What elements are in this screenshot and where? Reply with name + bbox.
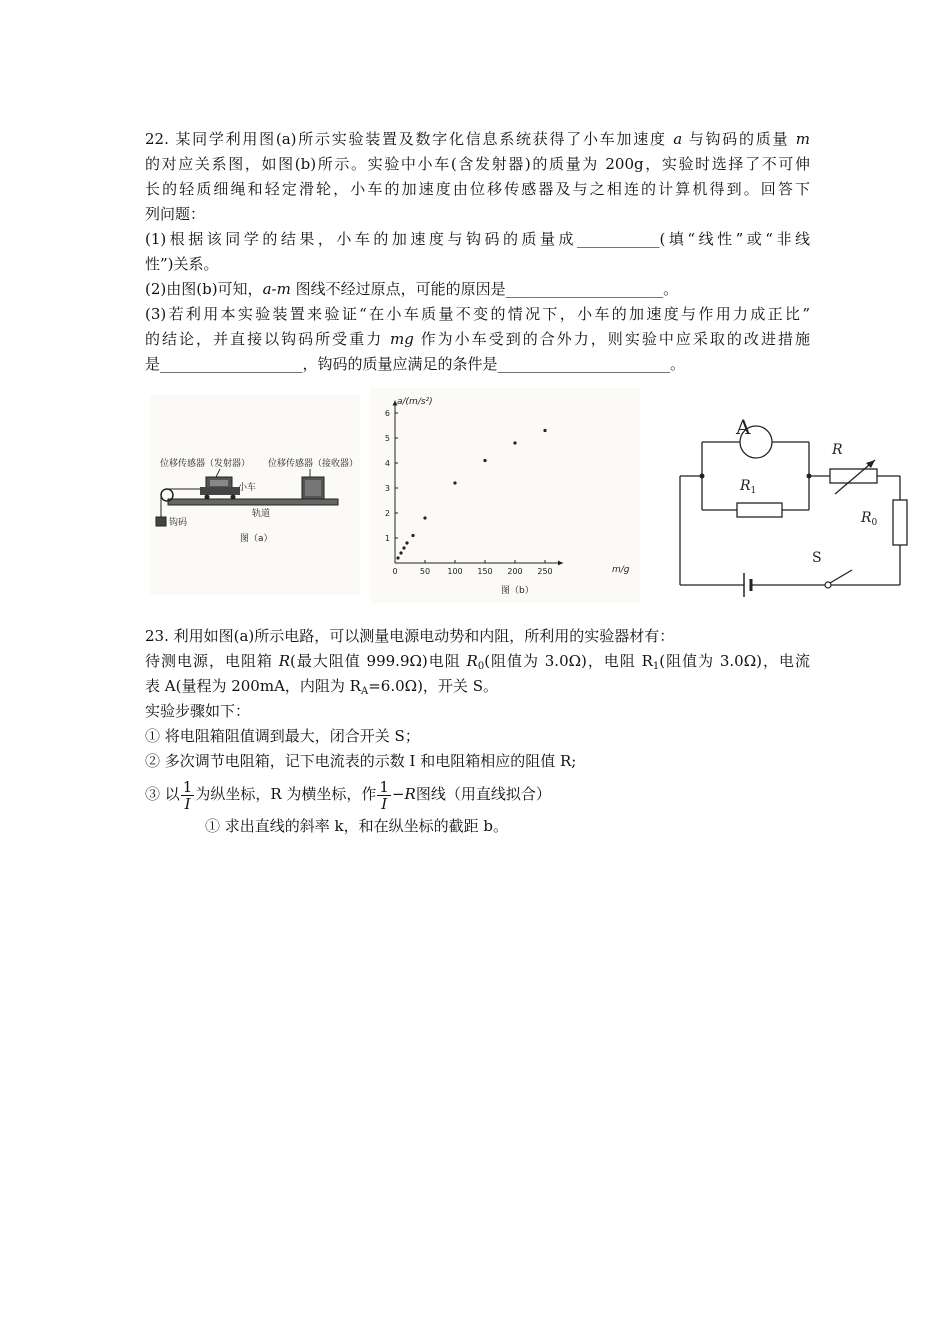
fig-a-caption: 图（a） [240, 534, 273, 544]
chart-xlabel: m/g [612, 565, 630, 575]
figure-a-apparatus [150, 395, 360, 595]
q22-line-9: 的结论，并直接以钩码所受重力 mg 作为小车受到的合外力，则实验中应采取的改进措施 [145, 330, 810, 348]
q23-line-6: ② 多次调节电阻箱，记下电流表的示数 I 和电阻箱相应的阻值 R; [145, 752, 577, 770]
chart-x-tick-label: 150 [477, 567, 493, 576]
question-22 [145, 127, 810, 377]
q23-line-3: 表 A(量程为 200mA，内阻为 $R_A=6.0\Omega$)，开关 S。 [145, 677, 498, 697]
chart-point [402, 546, 405, 549]
chart-ylabel: a/(m/s²) [397, 397, 433, 407]
fig-a-track-label: 轨道 [252, 509, 271, 519]
question-23 [145, 624, 810, 839]
chart-x-tick-label: 50 [419, 567, 431, 576]
q23-line-7: ③ 以 $\frac{1}{I}$ 为纵坐标，R 为横坐标，作 $\frac{1}{I}$ −R图线（用直线拟合） [145, 777, 551, 813]
chart-y-tick-label: 4 [384, 459, 390, 468]
chart-y-tick-label: 5 [384, 434, 390, 443]
fig-a-weight-label: 钩码 [169, 518, 188, 528]
chart-point [453, 481, 456, 484]
q22-line-8: (3)若利用本实验装置来验证“在小车质量不变的情况下，小车的加速度与作用力成正比” [145, 305, 810, 323]
chart-point [411, 534, 414, 537]
chart-point [405, 541, 408, 544]
q23-line-1: 23. 利用如图(a)所示电路，可以测量电源电动势和内阻，所利用的实验器材有： [145, 627, 675, 645]
q23-line-8: ① 求出直线的斜率 k，和在纵坐标的截距 b。 [205, 817, 508, 835]
fraction-1-over-i: $\frac{1}{I}$ [182, 777, 193, 813]
fig-a-sensor-tx-label: 位移传感器（发射器） [160, 459, 251, 469]
q22-line-7: (2)由图(b)可知，a-m 图线不经过原点，可能的原因是_____________________。 [145, 280, 679, 298]
fig-b-caption: 图（b） [501, 586, 534, 596]
q22-line-10: 是___________________，钩码的质量应满足的条件是_______________________。 [145, 355, 686, 373]
q22-line-5: (1)根据该同学的结果，小车的加速度与钩码的质量成___________(填“线性”或“非线 [145, 230, 810, 248]
q23-line-2: 待测电源，电阻箱 R(最大阻值 999.9Ω)电阻 $R_0$(阻值为 3.0Ω)，电阻 $R_1$(阻值为 3.0Ω)，电流 [145, 652, 810, 672]
resistor-r1 [737, 503, 782, 517]
ammeter-label: A [736, 415, 751, 439]
chart-point [396, 556, 399, 559]
rheostat-label: R [832, 442, 843, 458]
fraction-1-over-i-2: $\frac{1}{I}$ [379, 777, 389, 813]
fig-a-sensor-rx-label: 位移传感器（接收器） [268, 459, 359, 469]
chart-point [543, 429, 546, 432]
circuit-diagram [672, 408, 922, 608]
chart-point [399, 551, 402, 554]
figure-b-chart [370, 388, 640, 603]
r0-label: $R_0$ [861, 510, 878, 528]
chart-point [423, 516, 426, 519]
q22-line-2: 的对应关系图，如图(b)所示。实验中小车(含发射器)的质量为 200g，实验时选择了不可伸 [145, 155, 810, 173]
q22-line-6: 性”)关系。 [145, 255, 219, 273]
q22-line-4: 列问题： [145, 205, 206, 223]
q22-line-3: 长的轻质细绳和轻定滑轮，小车的加速度由位移传感器及与之相连的计算机得到。回答下 [145, 180, 810, 198]
r1-label: $R_1$ [740, 478, 757, 496]
chart-y-tick-label: 1 [384, 534, 390, 543]
chart-x-tick-label: 100 [447, 567, 463, 576]
chart-y-tick-label: 3 [384, 484, 390, 493]
rheostat-r [830, 469, 877, 483]
q23-line-5: ① 将电阻箱阻值调到最大，闭合开关 S； [145, 727, 420, 745]
track-shape [168, 499, 338, 505]
chart-x-tick-label: 250 [537, 567, 553, 576]
chart-y-tick-label: 2 [384, 509, 390, 518]
q23-line-4: 实验步骤如下： [145, 702, 251, 720]
weight-shape [156, 517, 166, 526]
fig-a-cart-label: 小车 [238, 483, 257, 493]
chart-y-tick-label: 6 [384, 409, 390, 418]
chart-x-tick-label: 0 [392, 567, 398, 576]
chart-x-tick-label: 200 [507, 567, 523, 576]
chart-point [483, 459, 486, 462]
chart-point [513, 441, 516, 444]
resistor-r0 [893, 500, 907, 545]
switch-label: S [812, 550, 822, 566]
q22-line-1: 22. 某同学利用图(a)所示实验装置及数字化信息系统获得了小车加速度 a 与钩码的质量 m [145, 130, 810, 148]
